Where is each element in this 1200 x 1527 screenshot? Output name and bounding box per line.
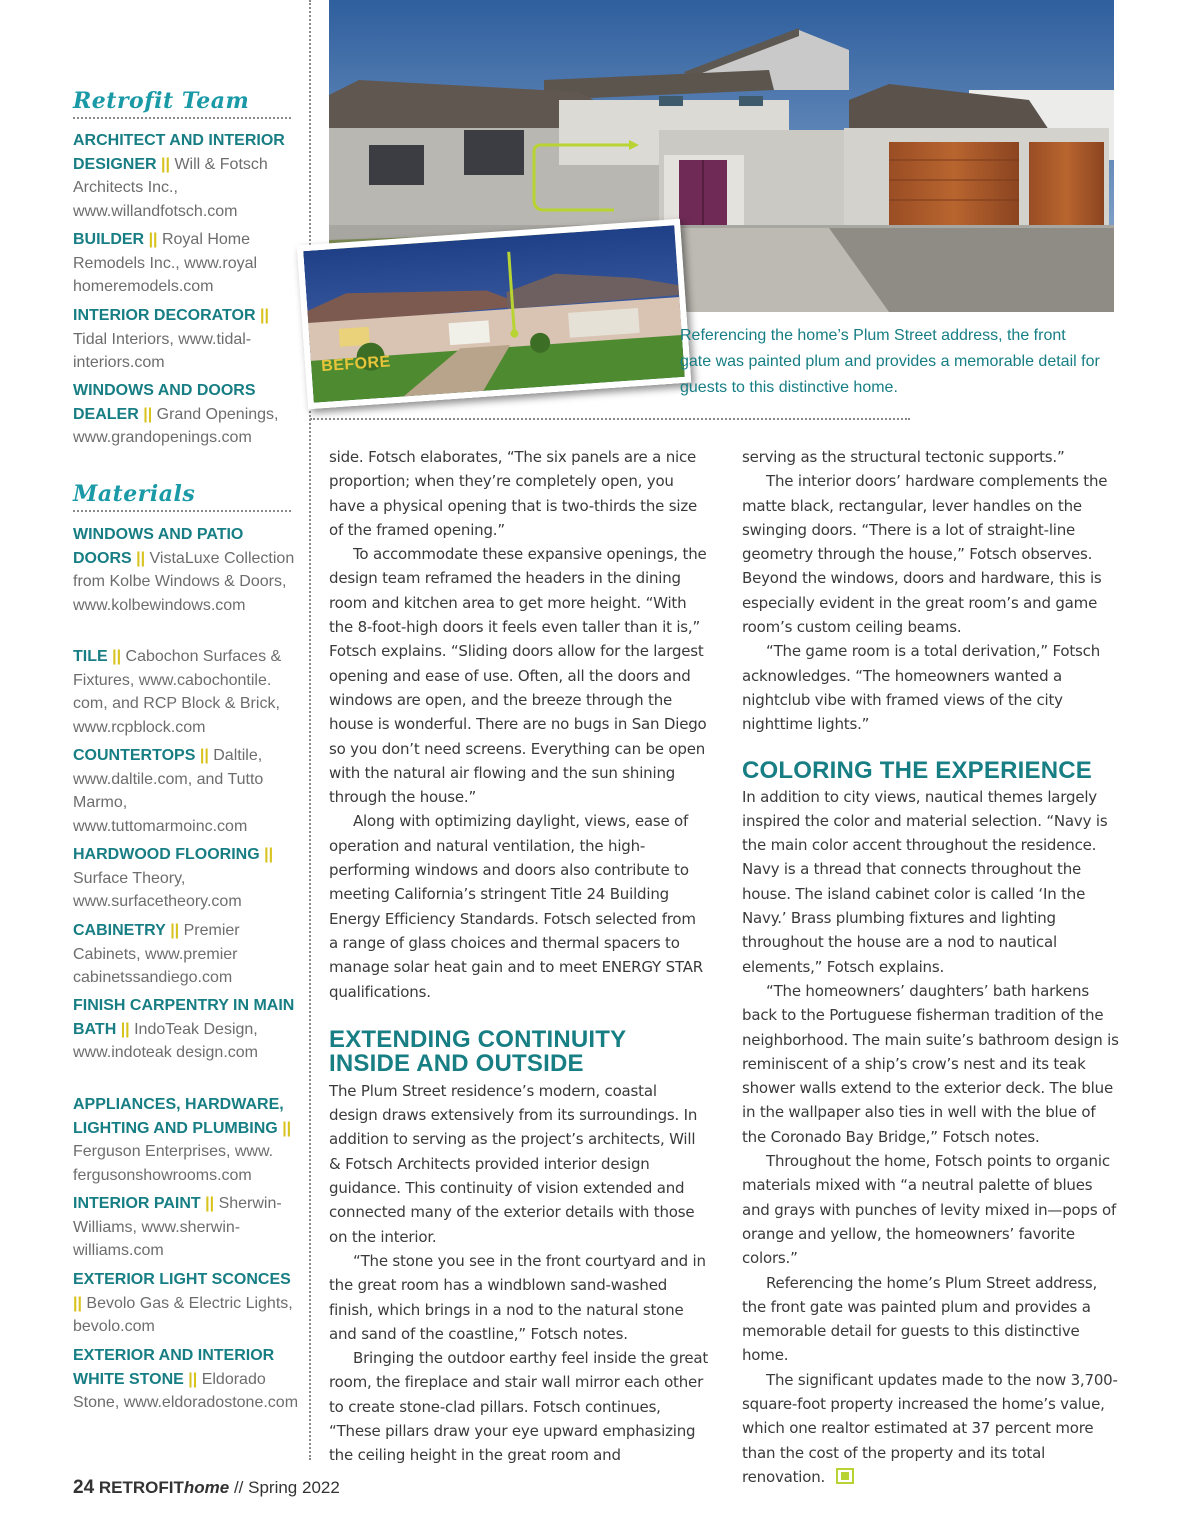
credit-info: Royal Home Remodels Inc., www.royal homeremodels.com [73, 231, 258, 295]
before-label: BEFORE [320, 353, 392, 376]
credit-separator: || [143, 405, 153, 423]
material-credit [73, 919, 298, 990]
material-credit [73, 523, 298, 617]
credit-separator: || [205, 1195, 215, 1212]
material-credit [73, 843, 298, 914]
material-credit [73, 744, 298, 838]
credit-separator: || [188, 1370, 198, 1388]
credit-info: Eldorado Stone, www.eldoradostone.com [73, 1370, 299, 1411]
team-credit [73, 129, 298, 223]
credit-info: Grand Openings, www.grandopenings.com [73, 405, 279, 446]
credit-separator: || [170, 922, 180, 939]
end-mark-icon [836, 1468, 854, 1484]
credit-role: WINDOWS AND DOORS DEALER [73, 382, 256, 423]
section-heading: COLORING THE EXPERIENCE [742, 756, 1092, 784]
section-heading: EXTENDING CONTINUITY INSIDE AND OUTSIDE [329, 1025, 626, 1077]
paragraph: “The homeowners’ daughters’ bath harkens back to the Portuguese fisherman tradition of the neighborhood. The main suite’s bathroom design is reminiscent of a ship’s crow’s nest and its teak shower walls extend to the exterior deck. The blue in the wallpaper also ties in well with the blue of the Coronado Bay Bridge,” Fotsch notes. [742, 981, 1119, 1146]
credit-role: EXTERIOR AND INTERIOR WHITE STONE [73, 1347, 275, 1388]
material-credit [73, 1192, 298, 1263]
paragraph: “The game room is a total derivation,” Fotsch acknowledges. “The homeowners wanted a nightclub vibe with framed views of the city nighttime lights.” [742, 642, 1101, 734]
team-credit [73, 304, 298, 375]
photo-caption: Referencing the home’s Plum Street address, the front gate was painted plum and provides a memorable detail for guests to this distinctive home. [680, 327, 1100, 396]
retrofit-team-title: Retrofit Team [73, 88, 291, 119]
credit-role: CABINETRY [73, 922, 166, 939]
team-credit [73, 228, 298, 299]
credit-separator: || [136, 549, 146, 567]
credit-info: Surface Theory, www.surfacetheory.com [73, 869, 242, 910]
credit-role: INTERIOR PAINT [73, 1195, 201, 1212]
before-photo [297, 219, 692, 409]
article-column-2 [742, 445, 1122, 1489]
paragraph [742, 1368, 1122, 1489]
credit-role: TILE [73, 648, 108, 665]
credit-separator: || [259, 307, 269, 324]
paragraph: The Plum Street residence’s modern, coastal design draws extensively from its surroundings. In addition to serving as the project’s architects, Will & Fotsch Architects provided interior design guidance. This continuity of vision extended and connected many of the exterior details with those on the interior. [329, 1081, 698, 1246]
material-credit [73, 1268, 298, 1339]
material-credit [73, 1344, 298, 1415]
credit-separator: || [120, 1020, 130, 1038]
brand-home: home [183, 1478, 230, 1497]
issue-label: // Spring 2022 [233, 1478, 340, 1497]
column-divider [309, 0, 311, 1460]
credit-info: Daltile, www.daltile.com, and Tutto Marmo, www.tuttomarmoinc.com [73, 747, 264, 835]
credit-role: EXTERIOR LIGHT SCONCES [73, 1271, 291, 1288]
credit-separator: || [112, 648, 122, 665]
credit-separator: || [264, 846, 274, 863]
paragraph: Referencing the home’s Plum Street address, the front gate was painted plum and provides a memorable detail for guests to this distinctive home. [742, 1273, 1098, 1365]
paragraph: The interior doors’ hardware complements the matte black, rectangular, lever handles on the swinging doors. “There is a lot of straight-line geometry through the house,” Fotsch observes. Beyond the windows, doors and hardware, this is especially evident in the great room’s and game room’s custom ceiling beams. [742, 472, 1108, 637]
paragraph: Bringing the outdoor earthy feel inside the great room, the fireplace and stair wall mirror each other to create stone-clad pillars. Fotsch continues, “These pillars draw your eye upward emphasizing the ceiling height in the great room and [329, 1349, 709, 1465]
credit-info: VistaLuxe Collection from Kolbe Windows & Doors, www.kolbewindows.com [73, 549, 295, 614]
paragraph: To accommodate these expansive openings, the design team reframed the headers in the dining room and kitchen area to get more height. “With the 8-foot-high doors it feels even taller than it is,” Fotsch explains. “Sliding doors allow for the largest opening and ease of use. Often, all the doors and windows are open, and the breeze through the house is wonderful. There are no bugs in San Diego so you don’t need screens. Everything can be open with the natural air flowing and the sun shining through the house.” [329, 545, 707, 807]
paragraph: serving as the structural tectonic supports.” [742, 448, 1065, 466]
credit-role: COUNTERTOPS [73, 747, 196, 764]
article-column-1 [329, 445, 709, 1468]
credit-info: Ferguson Enterprises, www. fergusonshowrooms.com [73, 1143, 274, 1184]
credit-separator: || [282, 1119, 292, 1137]
paragraph: Along with optimizing daylight, views, ease of operation and natural ventilation, the high-performing windows and doors also contribute to meeting California’s stringent Title 24 Building Energy Efficiency Standards. Fotsch selected from a range of glass choices and thermal spacers to manage solar heat gain and to meet ENERGY STAR qualifications. [329, 812, 703, 1001]
magazine-brand [99, 1478, 229, 1497]
credit-separator: || [148, 231, 158, 248]
paragraph: In addition to city views, nautical themes largely inspired the color and material selection. “Navy is the main color accent throughout the residence. Navy is a thread that connects throughout the house. The island cabinet color is called ‘In the Navy.’ Brass plumbing fixtures and lighting throughout the house are a nod to nautical elements,” Fotsch explains. [742, 787, 1108, 976]
credit-separator: || [161, 155, 170, 173]
credit-role: ARCHITECT AND INTERIOR DESIGNER [73, 132, 285, 173]
credit-separator: || [73, 1294, 82, 1312]
material-credit [73, 994, 298, 1065]
credit-info: Will & Fotsch Architects Inc., www.willandfotsch.com [73, 155, 268, 220]
house-before-illustration [303, 225, 685, 403]
page-number: 24 [73, 1477, 95, 1498]
caption-divider [310, 418, 910, 420]
materials-title: Materials [73, 481, 291, 512]
material-credit [73, 1093, 298, 1187]
brand-retrofit: RETROFIT [98, 1478, 184, 1497]
paragraph-text: The significant updates made to the now 3,700-square-foot property increased the home’s value, which one realtor estimated at 37 percent more than the cost of the property and its total renovation. [742, 1370, 1118, 1486]
credit-role: FINISH CARPENTRY IN MAIN BATH [73, 997, 295, 1038]
credit-role: HARDWOOD FLOORING [73, 846, 260, 863]
credit-info: IndoTeak Design, www.indoteak design.com [73, 1020, 258, 1061]
credit-info: Cabochon Surfaces & Fixtures, www.cabochontile. com, and RCP Block & Brick, www.rcpblock.com [73, 648, 282, 736]
credit-role: BUILDER [73, 231, 145, 248]
credit-info: Tidal Interiors, www.tidal-interiors.com [73, 330, 252, 371]
team-credit [73, 379, 298, 450]
credit-info: Bevolo Gas & Electric Lights, bevolo.com [73, 1294, 293, 1335]
credit-info: Premier Cabinets, www.premier cabinetssandiego.com [73, 922, 240, 986]
paragraph: Throughout the home, Fotsch points to organic materials mixed with “a neutral palette of blues and grays with punches of levity mixed in—pops of orange and yellow, the homeowners’ favorite colors.” [742, 1152, 1117, 1268]
credit-role: APPLIANCES, HARDWARE, LIGHTING AND PLUMBING [73, 1096, 284, 1137]
credit-role: WINDOWS AND PATIO DOORS [73, 526, 244, 567]
paragraph: “The stone you see in the front courtyard and in the great room has a windblown sand-washed finish, which brings in a nod to the natural stone and sand of the coastline,” Fotsch notes. [329, 1251, 706, 1343]
credit-role: INTERIOR DECORATOR [73, 307, 256, 324]
credit-info: Sherwin-Williams, www.sherwin-williams.com [73, 1195, 282, 1259]
paragraph: side. Fotsch elaborates, “The six panels are a nice proportion; when they’re completely open, you have a physical opening that is two-thirds the size of the framed opening.” [329, 448, 698, 539]
page-footer [73, 1477, 340, 1499]
credit-separator: || [199, 747, 209, 764]
material-credit [73, 645, 298, 739]
